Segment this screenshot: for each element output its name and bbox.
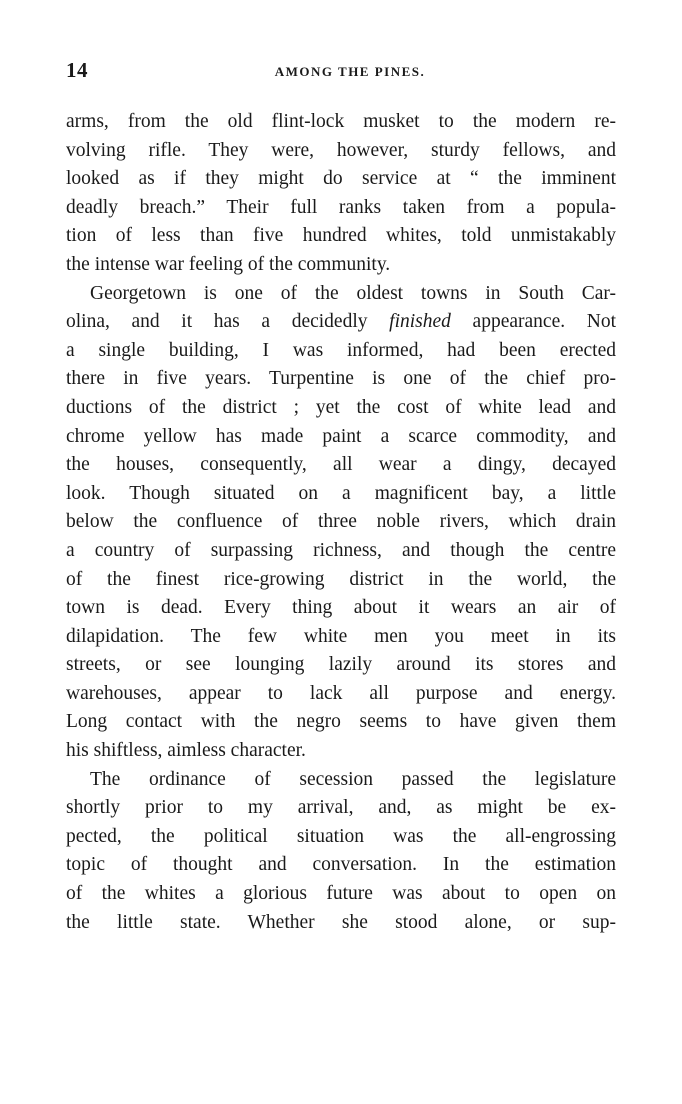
text-line: chrome yellow has made paint a scarce commodity, and: [66, 425, 616, 447]
text-line: pected, the political situation was the all-engrossing: [66, 825, 616, 847]
text-line: deadly breach.” Their full ranks taken from a popula-: [66, 196, 616, 218]
text-line: dilapidation. The few white men you meet in its: [66, 625, 616, 647]
text-line-with-italic: [66, 308, 616, 337]
page-number: 14: [66, 58, 88, 82]
text-line: of the whites a glorious future was about to open on: [66, 883, 616, 905]
text-line: the intense war feeling of the community.: [66, 253, 391, 275]
text-line: Long contact with the negro seems to have given them: [66, 711, 616, 733]
text-line: The ordinance of secession passed the legislature: [90, 768, 616, 790]
text-line: look. Though situated on a magnificent bay, a little: [66, 482, 616, 504]
page-header: [66, 58, 616, 92]
text-line: Georgetown is one of the oldest towns in South Car-: [90, 282, 616, 304]
text-line: ductions of the district ; yet the cost of white lead and: [66, 396, 616, 418]
text-line: there in five years. Turpentine is one of the chief pro-: [66, 368, 616, 390]
running-head: AMONG THE PINES.: [274, 64, 426, 79]
line-segment: olina, and it has a decidedly: [66, 311, 368, 333]
text-line: streets, or see lounging lazily around its stores and: [66, 654, 616, 676]
body-text: [66, 108, 616, 937]
italic-word: finished: [389, 311, 451, 333]
text-line: the houses, consequently, all wear a dingy, decayed: [66, 454, 616, 476]
text-line: warehouses, appear to lack all purpose and energy.: [66, 682, 616, 704]
text-line: the little state. Whether she stood alone, or sup-: [66, 911, 616, 933]
text-line: his shiftless, aimless character.: [66, 740, 306, 762]
text-line: of the finest rice-growing district in the world, the: [66, 568, 616, 590]
text-line: a country of surpassing richness, and though the centre: [66, 539, 616, 561]
text-line: town is dead. Every thing about it wears an air of: [66, 597, 616, 619]
text-line: arms, from the old flint-lock musket to the modern re-: [66, 111, 616, 132]
text-line: a single building, I was informed, had been erected: [66, 339, 616, 361]
text-line: tion of less than five hundred whites, told unmistakably: [66, 225, 616, 247]
text-line: below the confluence of three noble rivers, which drain: [66, 511, 616, 533]
text-line: volving rifle. They were, however, sturdy fellows, and: [66, 139, 616, 161]
text-line: looked as if they might do service at “ the imminent: [66, 168, 616, 190]
line-segment: appearance. Not: [450, 311, 616, 333]
text-line: shortly prior to my arrival, and, as might be ex-: [66, 797, 616, 819]
text-line: topic of thought and conversation. In the estimation: [66, 854, 616, 876]
